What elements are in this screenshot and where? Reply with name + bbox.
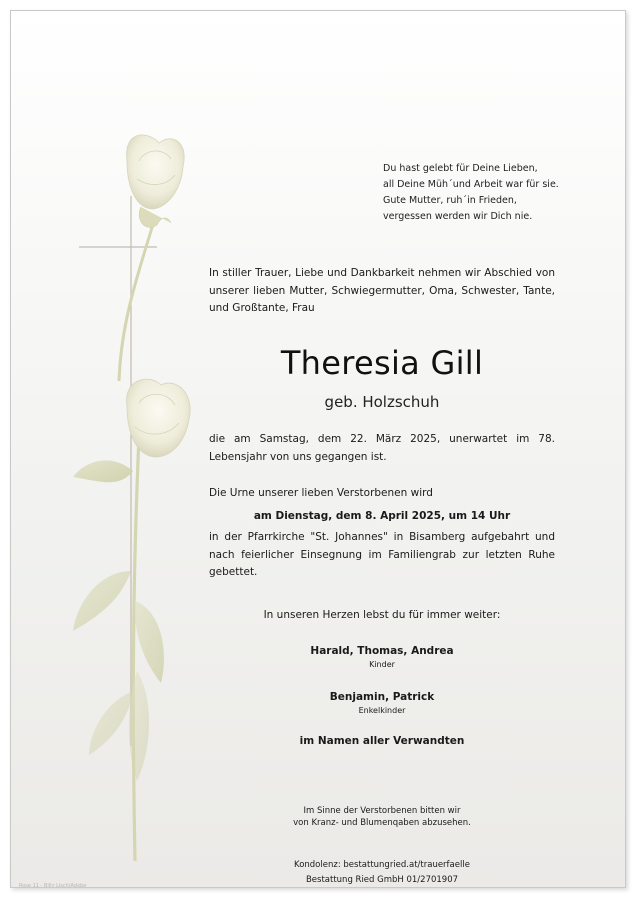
obituary-card: [10, 10, 626, 888]
verse-line: Du hast gelebt für Deine Lieben,: [383, 163, 538, 174]
leaf-icon: [89, 691, 133, 755]
request-line: von Kranz- und Blumenqaben abzusehen.: [293, 818, 471, 828]
service-details: in der Pfarrkirche "St. Johannes" in Bisamberg aufgebahrt und nach feierlicher Einsegnung im Familiengrab zur letzten Ruhe gebettet.: [209, 531, 555, 578]
verse-line: vergessen werden wir Dich nie.: [383, 211, 533, 222]
verse-line: Gute Mutter, ruh´in Frieden,: [383, 195, 517, 206]
urn-intro: Die Urne unserer lieben Verstorbenen wird: [209, 487, 433, 499]
funeral-home: Bestattung Ried GmbH 01/2701907: [305, 875, 459, 885]
deceased-name: Theresia Gill: [280, 344, 484, 382]
leaf-icon: [73, 571, 131, 631]
mourner-group: [209, 689, 555, 717]
on-behalf-line: im Namen aller Verwandten: [299, 735, 465, 747]
image-credit: Rose 11 - Billy Lisch/Adobe: [19, 883, 87, 888]
farewell-intro: In stiller Trauer, Liebe und Dankbarkeit nehmen wir Abschied von unserer lieben Mutter, Schwiegermutter, Oma, Schwester, Tante, und Großtante, Frau: [209, 267, 555, 314]
memorial-verse: [383, 161, 583, 225]
contact-info: [209, 858, 555, 888]
mourner-group: [209, 643, 555, 671]
stem-lower: [133, 436, 139, 861]
passing-notice: die am Samstag, dem 22. März 2025, unerwartet im 78. Lebensjahr von uns gegangen ist.: [209, 433, 555, 463]
lower-rose-icon: [127, 379, 191, 457]
closing-line: In unseren Herzen lebst du für immer weiter:: [263, 609, 501, 621]
mourner-names: Harald, Thomas, Andrea: [310, 645, 454, 657]
mourner-relation: Enkelkinder: [358, 706, 406, 715]
flower-request: [209, 805, 555, 829]
request-line: Im Sinne der Verstorbenen bitten wir: [303, 806, 461, 816]
rose-cross-illustration: [11, 11, 191, 887]
verse-line: all Deine Müh´und Arbeit war für sie.: [383, 179, 559, 190]
service-date: am Dienstag, dem 8. April 2025, um 14 Uhr: [253, 510, 511, 522]
leaf-icon: [135, 601, 164, 683]
condolence-link[interactable]: Kondolenz: bestattungried.at/trauerfaelle: [294, 860, 470, 870]
stem-upper: [119, 221, 154, 381]
leaf-icon: [73, 460, 133, 482]
mourner-names: Benjamin, Patrick: [329, 691, 435, 703]
upper-rose-icon: [127, 135, 185, 227]
maiden-name: geb. Holzschuh: [324, 393, 440, 411]
mourner-relation: Kinder: [369, 660, 395, 669]
